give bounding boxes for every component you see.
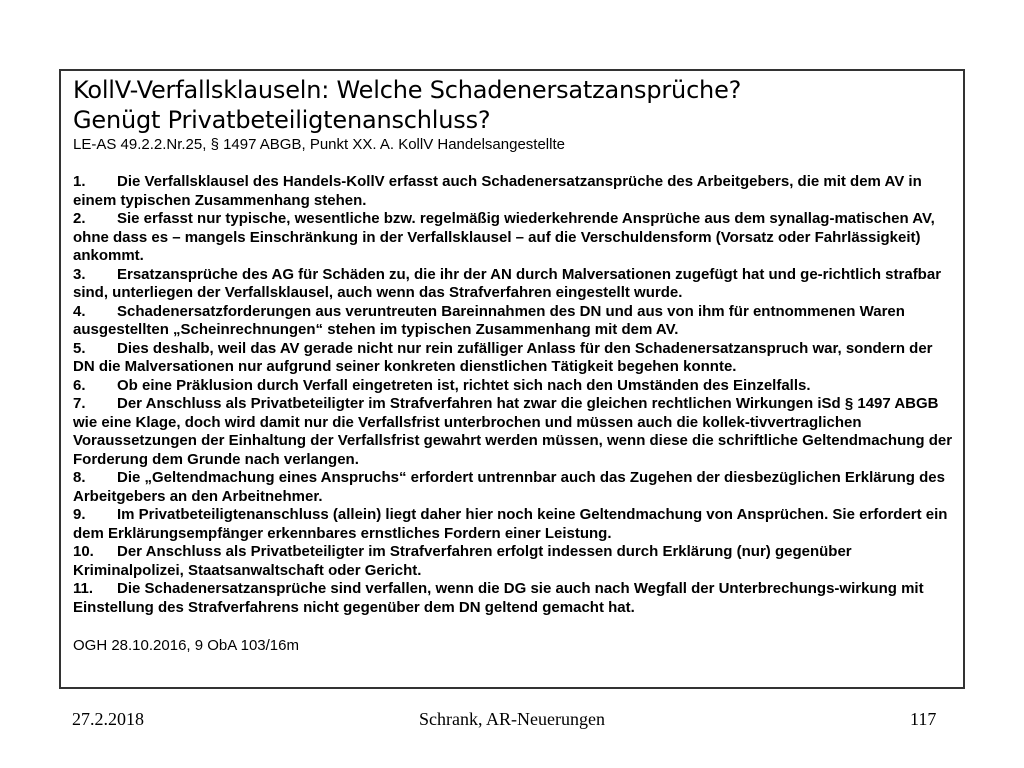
item-text: Im Privatbeteiligtenanschluss (allein) liegt daher hier noch keine Geltendmachung von Ansprüchen. Sie erfordert ein dem Erklärungsempfänger erkennbares ernstliches Fordern einer Leistung. — [73, 506, 948, 542]
slide-content-box — [59, 69, 965, 689]
slide-title — [73, 75, 957, 135]
title-line-2: Genügt Privatbeteiligtenanschluss? — [73, 106, 491, 134]
item-text: Der Anschluss als Privatbeteiligter im Strafverfahren erfolgt indessen durch Erklärung (nur) gegenüber Kriminalpolizei, Staatsanwaltschaft oder Gericht. — [73, 543, 852, 579]
list-item — [73, 340, 957, 377]
footer-date: 27.2.2018 — [72, 709, 144, 729]
footer-author: Schrank, AR-Neuerungen — [419, 709, 605, 729]
item-text: Der Anschluss als Privatbeteiligter im Strafverfahren hat zwar die gleichen rechtlichen Wirkungen iSd § 1497 ABGB wie eine Klage, doch wird damit nur die Verfallsfrist unterbrochen und müssen auch die kollek-tivvertraglichen Voraussetzungen der Einhaltung der Verfallsfrist gewahrt werden müssen, wenn diese die schriftliche Geltendmachung der Forderung dem Grunde nach verlangen. — [73, 395, 953, 468]
item-text: Schadenersatzforderungen aus veruntreuten Bareinnahmen des DN und aus von ihm für entnommenen Waren ausgestellten „Scheinrechnungen“ stehen im typischen Zusammenhang mit dem AV. — [73, 302, 905, 338]
item-text: Die Verfallsklausel des Handels-KollV erfasst auch Schadenersatzansprüche des Arbeitgebers, die mit dem AV in einem typischen Zusammenhang stehen. — [73, 173, 922, 209]
item-number: 5. — [73, 339, 86, 357]
list-item — [73, 210, 957, 266]
page-number: 117 — [910, 709, 937, 729]
spacer — [73, 154, 957, 173]
list-item — [73, 543, 957, 580]
list-item — [73, 377, 957, 396]
item-number: 6. — [73, 376, 86, 394]
list-item — [73, 173, 957, 210]
item-text: Dies deshalb, weil das AV gerade nicht nur rein zufälliger Anlass für den Schadenersatzanspruch war, sondern der DN die Malversationen nur aufgrund seiner konkreten dienstlichen Tätigkeit begehen konnte. — [73, 339, 933, 375]
court-citation: OGH 28.10.2016, 9 ObA 103/16m — [73, 637, 299, 654]
item-number: 8. — [73, 469, 86, 486]
ruling-points-list — [73, 173, 957, 617]
list-item — [73, 506, 957, 543]
list-item — [73, 580, 957, 617]
item-number: 7. — [73, 395, 86, 412]
item-number: 10. — [73, 543, 94, 560]
item-text: Ersatzansprüche des AG für Schäden zu, die ihr der AN durch Malversationen zugefügt hat und ge-richtlich strafbar sind, unterliegen der Verfallsklausel, auch wenn das Strafverfahren eingestellt wurde. — [73, 265, 942, 301]
item-text: Ob eine Präklusion durch Verfall eingetreten ist, richtet sich nach den Umständen des Einzelfalls. — [117, 376, 811, 394]
slide-content — [73, 75, 957, 655]
legal-reference: LE-AS 49.2.2.Nr.25, § 1497 ABGB, Punkt XX. A. KollV Handelsangestellte — [73, 136, 565, 153]
item-number: 11. — [73, 580, 94, 597]
item-text: Die Schadenersatzansprüche sind verfallen, wenn die DG sie auch nach Wegfall der Unterbrechungs-wirkung mit Einstellung des Strafverfahrens nicht gegenüber dem DN geltend gemacht hat. — [73, 580, 924, 616]
item-number: 2. — [73, 210, 86, 227]
item-text: Die „Geltendmachung eines Anspruchs“ erfordert untrennbar auch das Zugehen der diesbezüglichen Erklärung des Arbeitgebers an den Arbeitnehmer. — [73, 469, 945, 505]
item-number: 4. — [73, 302, 86, 320]
item-text: Sie erfasst nur typische, wesentliche bzw. regelmäßig wiederkehrende Ansprüche aus dem synallag-matischen AV, ohne dass es – mangels Einschränkung in der Verfallsklausel – auf die Verschuldensform (Vorsatz oder Fahrlässigkeit) ankommt. — [73, 210, 935, 264]
item-number: 9. — [73, 506, 86, 523]
list-item — [73, 395, 957, 469]
slide-footer — [0, 709, 1024, 733]
list-item — [73, 469, 957, 506]
list-item — [73, 266, 957, 303]
item-number: 3. — [73, 265, 86, 283]
spacer — [73, 617, 957, 636]
title-line-1: KollV-Verfallsklauseln: Welche Schadenersatzansprüche? — [73, 76, 742, 104]
item-number: 1. — [73, 173, 86, 190]
list-item — [73, 303, 957, 340]
